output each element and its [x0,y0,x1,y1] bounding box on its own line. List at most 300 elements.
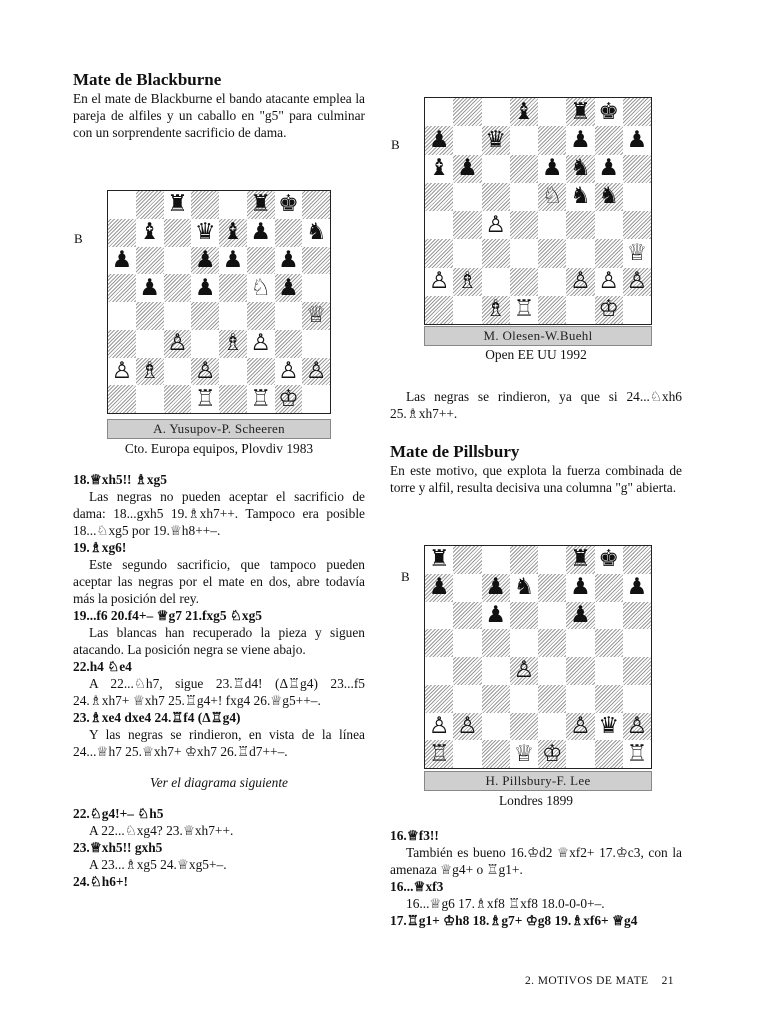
move-line: 18.♕xh5!! ♗xg5 [73,472,167,487]
section-title: Mate de Pillsbury [390,442,520,461]
board-square [595,713,623,741]
board-square [566,239,594,267]
board-square [566,126,594,154]
board-square [275,302,303,330]
black-pawn-icon: ♟ [485,574,506,601]
white-pawn-icon: ♙ [626,268,648,295]
comment-paragraph: Las negras se rindieron, ya que si 24...♘xh6 25.♗xh7++. [390,389,682,421]
board-square [453,183,481,211]
board-square [108,330,136,358]
board-square [538,629,566,657]
board-square [538,546,566,574]
board-square [219,274,247,302]
chess-diagram-3 [424,545,652,769]
board-square [538,126,566,154]
black-king-icon: ♚ [598,98,619,125]
board-square [566,574,594,602]
board-square [538,657,566,685]
board-square [538,98,566,126]
board-square [595,574,623,602]
board-square [302,191,330,219]
black-queen-icon: ♛ [485,126,506,153]
board-square [247,302,275,330]
comment-paragraph: Las blancas han recuperado la pieza y siguen atacando. La posición negra se viene abajo. [73,625,365,657]
board-square [538,740,566,768]
board-square [108,385,136,413]
board-square [566,740,594,768]
board-square [302,302,330,330]
board-square [595,296,623,324]
black-bishop-icon: ♝ [222,219,244,246]
game-caption: Open EE UU 1992 [485,347,587,362]
board-square [595,546,623,574]
analysis-left [73,471,365,890]
board-square [453,98,481,126]
black-pawn-icon: ♟ [570,126,591,153]
board-square [191,191,219,219]
board-square [108,302,136,330]
board-square [247,274,275,302]
board-square [302,358,330,386]
board-square [136,219,164,247]
board-square [191,330,219,358]
board-square [595,685,623,713]
board-square [482,239,510,267]
white-pawn-icon: ♙ [570,268,591,295]
board-square [219,191,247,219]
black-pawn-icon: ♟ [111,246,133,273]
analysis-right-bottom [390,827,682,929]
board-square [566,183,594,211]
black-pawn-icon: ♟ [541,155,563,182]
board-square [108,358,136,386]
board-square [595,239,623,267]
black-rook-icon: ♜ [570,546,591,573]
game-caption: Londres 1899 [498,793,573,808]
board-square [425,211,453,239]
black-king-icon: ♚ [598,546,619,573]
move-line: 22.h4 ♘e4 [73,659,132,674]
black-queen-icon: ♛ [194,219,216,246]
board-square [510,211,538,239]
board-square [482,602,510,630]
board-square [425,155,453,183]
board-square [482,546,510,574]
board-square [164,358,192,386]
move-line: 19...f6 20.f4+– ♕g7 21.fxg5 ♘xg5 [73,608,262,623]
board-square [566,713,594,741]
board-square [275,358,303,386]
players-label: M. Olesen-W.Buehl [424,326,652,346]
white-pawn-icon: ♙ [485,211,506,238]
board-square [566,657,594,685]
white-pawn-icon: ♙ [457,712,478,739]
board-square [453,629,481,657]
board-square [136,302,164,330]
black-pawn-icon: ♟ [428,126,450,153]
white-pawn-icon: ♙ [250,330,271,357]
move-line: 19.♗xg6! [73,540,127,555]
footer-section: 2. MOTIVOS DE MATE [525,975,649,987]
black-pawn-icon: ♟ [570,574,591,601]
board-square [191,385,219,413]
game-caption: Cto. Europa equipos, Plovdiv 1983 [124,441,314,456]
white-king-icon: ♔ [598,296,619,323]
board-square [482,183,510,211]
board-square [595,657,623,685]
black-rook-icon: ♜ [250,191,271,218]
board-square [219,219,247,247]
board-square [510,183,538,211]
chess-diagram-1 [107,190,331,414]
black-pawn-icon: ♟ [278,274,299,301]
white-queen-icon: ♕ [626,239,648,266]
board-square [247,191,275,219]
board-square [108,219,136,247]
board-square [566,155,594,183]
board-square [425,740,453,768]
board-square [453,602,481,630]
board-square [136,358,164,386]
board-square [453,657,481,685]
black-knight-icon: ♞ [598,183,619,210]
analysis-right-top [390,388,682,496]
white-bishop-icon: ♗ [139,357,160,384]
board-square [595,629,623,657]
side-to-move: B [391,137,400,152]
board-square [191,247,219,275]
board-square [595,155,623,183]
board-square [623,268,651,296]
white-rook-icon: ♖ [626,740,648,767]
players-label: H. Pillsbury-F. Lee [424,771,652,791]
board-square [453,713,481,741]
board-square [164,274,192,302]
board-square [164,247,192,275]
board-square [453,546,481,574]
black-pawn-icon: ♟ [194,274,216,301]
board-square [302,219,330,247]
side-to-move: B [401,569,410,584]
board-square [482,713,510,741]
board-square [482,155,510,183]
intro-paragraph: En este motivo, que explota la fuerza combinada de torre y alfil, resulta decisiva una columna "g" abierta. [390,463,682,495]
board-square [108,274,136,302]
board-square [453,296,481,324]
board-square [482,657,510,685]
page-number: 21 [661,975,674,987]
white-pawn-icon: ♙ [570,712,591,739]
black-pawn-icon: ♟ [626,574,648,601]
board-square [275,247,303,275]
board-square [566,268,594,296]
board-square [595,211,623,239]
board-square [164,330,192,358]
board-square [538,211,566,239]
comment-paragraph: Las negras no pueden aceptar el sacrificio de dama: 18...gxh5 19.♗xh7++. Tampoco era posible 18...♘xg5 por 19.♕h8++–. [73,489,365,538]
board-square [510,713,538,741]
board-square [623,98,651,126]
board-square [136,191,164,219]
white-rook-icon: ♖ [428,740,450,767]
side-to-move: B [74,231,83,246]
white-bishop-icon: ♗ [222,330,244,357]
board-square [453,268,481,296]
move-line: 22.♘g4!+– ♘h5 [73,806,164,821]
board-square [425,98,453,126]
board-square [482,685,510,713]
board-square [275,219,303,247]
board-square [623,629,651,657]
move-line: 23.♗xe4 dxe4 24.♖f4 (Δ♖g4) [73,710,241,725]
board-square [108,191,136,219]
board-square [136,274,164,302]
board-square [425,546,453,574]
board-square [108,247,136,275]
white-knight-icon: ♘ [541,183,563,210]
black-pawn-icon: ♟ [278,246,299,273]
board-square [247,330,275,358]
board-square [510,602,538,630]
comment-paragraph: A 22...♘h7, sigue 23.♖d4! (Δ♖g4) 23...f5 24.♗xh7+ ♕xh7 25.♖g4+! fxg4 26.♕g5++–. [73,676,365,708]
white-pawn-icon: ♙ [428,712,450,739]
italic-note: Ver el diagrama siguiente [150,775,288,790]
board-square [425,268,453,296]
board-square [566,98,594,126]
board-square [482,126,510,154]
board-square [510,546,538,574]
move-line: 23.♕xh5!! gxh5 [73,840,163,855]
board-square [191,302,219,330]
board-square [453,574,481,602]
white-pawn-icon: ♙ [598,268,619,295]
board-square [623,602,651,630]
white-knight-icon: ♘ [250,274,271,301]
board-square [425,296,453,324]
board-square [538,268,566,296]
board-square [275,330,303,358]
black-pawn-icon: ♟ [457,155,478,182]
black-knight-icon: ♞ [570,155,591,182]
move-line: 24.♘h6+! [73,874,128,889]
board-square [453,211,481,239]
black-pawn-icon: ♟ [428,574,450,601]
board-square [136,385,164,413]
board-square [219,358,247,386]
move-line: 16...♕xf3 [390,879,444,894]
black-rook-icon: ♜ [428,546,450,573]
white-pawn-icon: ♙ [167,330,188,357]
board-square [538,574,566,602]
board-square [566,629,594,657]
board-square [275,274,303,302]
board-square [247,219,275,247]
board-square [425,629,453,657]
white-king-icon: ♔ [541,740,563,767]
board-square [510,657,538,685]
board-square [219,385,247,413]
black-queen-icon: ♛ [598,712,619,739]
board-square [595,126,623,154]
board-square [482,740,510,768]
black-bishop-icon: ♝ [513,98,535,125]
board-square [482,98,510,126]
board-square [538,602,566,630]
board-square [247,358,275,386]
board-square [247,385,275,413]
board-square [538,713,566,741]
board-square [425,126,453,154]
move-line: 16.♕f3!! [390,828,439,843]
black-pawn-icon: ♟ [598,155,619,182]
board-square [566,296,594,324]
comment-paragraph: 16...♕g6 17.♗xf8 ♖xf8 18.0-0-0+–. [406,896,605,911]
white-pawn-icon: ♙ [278,357,299,384]
board-square [595,183,623,211]
board-square [425,685,453,713]
board-square [510,685,538,713]
white-pawn-icon: ♙ [513,657,535,684]
black-pawn-icon: ♟ [626,126,648,153]
white-bishop-icon: ♗ [457,268,478,295]
board-square [136,330,164,358]
board-square [623,574,651,602]
board-square [566,685,594,713]
board-square [425,183,453,211]
white-pawn-icon: ♙ [111,357,133,384]
board-square [425,713,453,741]
black-knight-icon: ♞ [570,183,591,210]
black-pawn-icon: ♟ [570,601,591,628]
board-square [510,574,538,602]
board-square [425,239,453,267]
move-line: 17.♖g1+ ♔h8 18.♗g7+ ♔g8 19.♗xf6+ ♕g4 [390,913,638,928]
board-square [453,126,481,154]
white-queen-icon: ♕ [305,302,327,329]
comment-paragraph: Este segundo sacrificio, que tampoco pueden aceptar las negras por el mate en dos, abre todavía más la posición del rey. [73,557,365,606]
board-square [164,385,192,413]
board-square [482,268,510,296]
board-square [623,155,651,183]
board-square [566,602,594,630]
section-blackburne [73,70,365,141]
board-square [538,685,566,713]
black-pawn-icon: ♟ [485,601,506,628]
board-square [453,155,481,183]
white-king-icon: ♔ [278,385,299,412]
white-rook-icon: ♖ [194,385,216,412]
white-pawn-icon: ♙ [305,357,327,384]
board-square [538,296,566,324]
board-square [510,740,538,768]
white-rook-icon: ♖ [513,296,535,323]
board-square [425,602,453,630]
board-square [623,685,651,713]
board-square [247,247,275,275]
board-square [510,268,538,296]
board-square [136,247,164,275]
board-square [623,239,651,267]
board-square [275,385,303,413]
comment-paragraph: También es bueno 16.♔d2 ♕xf2+ 17.♔c3, con la amenaza ♕g4+ o ♖g1+. [390,845,682,877]
board-square [164,219,192,247]
board-square [191,358,219,386]
board-square [191,274,219,302]
section-title: Mate de Blackburne [73,70,222,89]
board-square [623,296,651,324]
board-square [302,385,330,413]
comment-paragraph: A 23...♗xg5 24.♕xg5+–. [89,857,227,872]
board-square [510,126,538,154]
black-king-icon: ♚ [278,191,299,218]
board-square [510,98,538,126]
board-square [164,191,192,219]
board-square [623,183,651,211]
page-footer [525,975,674,987]
board-square [595,740,623,768]
board-square [538,183,566,211]
chess-diagram-2 [424,97,652,325]
board-square [538,155,566,183]
board-square [623,657,651,685]
black-pawn-icon: ♟ [139,274,160,301]
board-square [623,126,651,154]
board-square [453,685,481,713]
board-square [510,155,538,183]
board-square [595,602,623,630]
board-square [302,330,330,358]
board-square [510,296,538,324]
board-square [302,247,330,275]
board-square [219,302,247,330]
board-square [453,740,481,768]
board-square [482,296,510,324]
white-rook-icon: ♖ [250,385,271,412]
board-square [623,546,651,574]
white-pawn-icon: ♙ [626,712,648,739]
board-square [425,574,453,602]
board-square [275,191,303,219]
board-square [191,219,219,247]
black-rook-icon: ♜ [167,191,188,218]
black-pawn-icon: ♟ [194,246,216,273]
black-pawn-icon: ♟ [222,246,244,273]
board-square [623,740,651,768]
board-square [566,546,594,574]
comment-paragraph: A 22...♘xg4? 23.♕xh7++. [89,823,234,838]
board-square [164,302,192,330]
white-pawn-icon: ♙ [428,268,450,295]
board-square [510,239,538,267]
board-square [482,574,510,602]
board-square [453,239,481,267]
black-knight-icon: ♞ [305,219,327,246]
board-square [219,330,247,358]
white-queen-icon: ♕ [513,740,535,767]
intro-paragraph: En el mate de Blackburne el bando atacante emplea la pareja de alfiles y un caballo en "g5" para culminar con un sorprendente sacrificio de dama. [73,91,365,140]
white-pawn-icon: ♙ [194,357,216,384]
board-square [538,239,566,267]
board-square [623,211,651,239]
black-pawn-icon: ♟ [250,219,271,246]
board-square [623,713,651,741]
black-rook-icon: ♜ [570,98,591,125]
comment-paragraph: Y las negras se rindieron, en vista de la línea 24...♕h7 25.♕xh7+ ♔xh7 26.♖d7++–. [73,727,365,759]
players-label: A. Yusupov-P. Scheeren [107,419,331,439]
board-square [510,629,538,657]
black-bishop-icon: ♝ [428,155,450,182]
board-square [425,657,453,685]
